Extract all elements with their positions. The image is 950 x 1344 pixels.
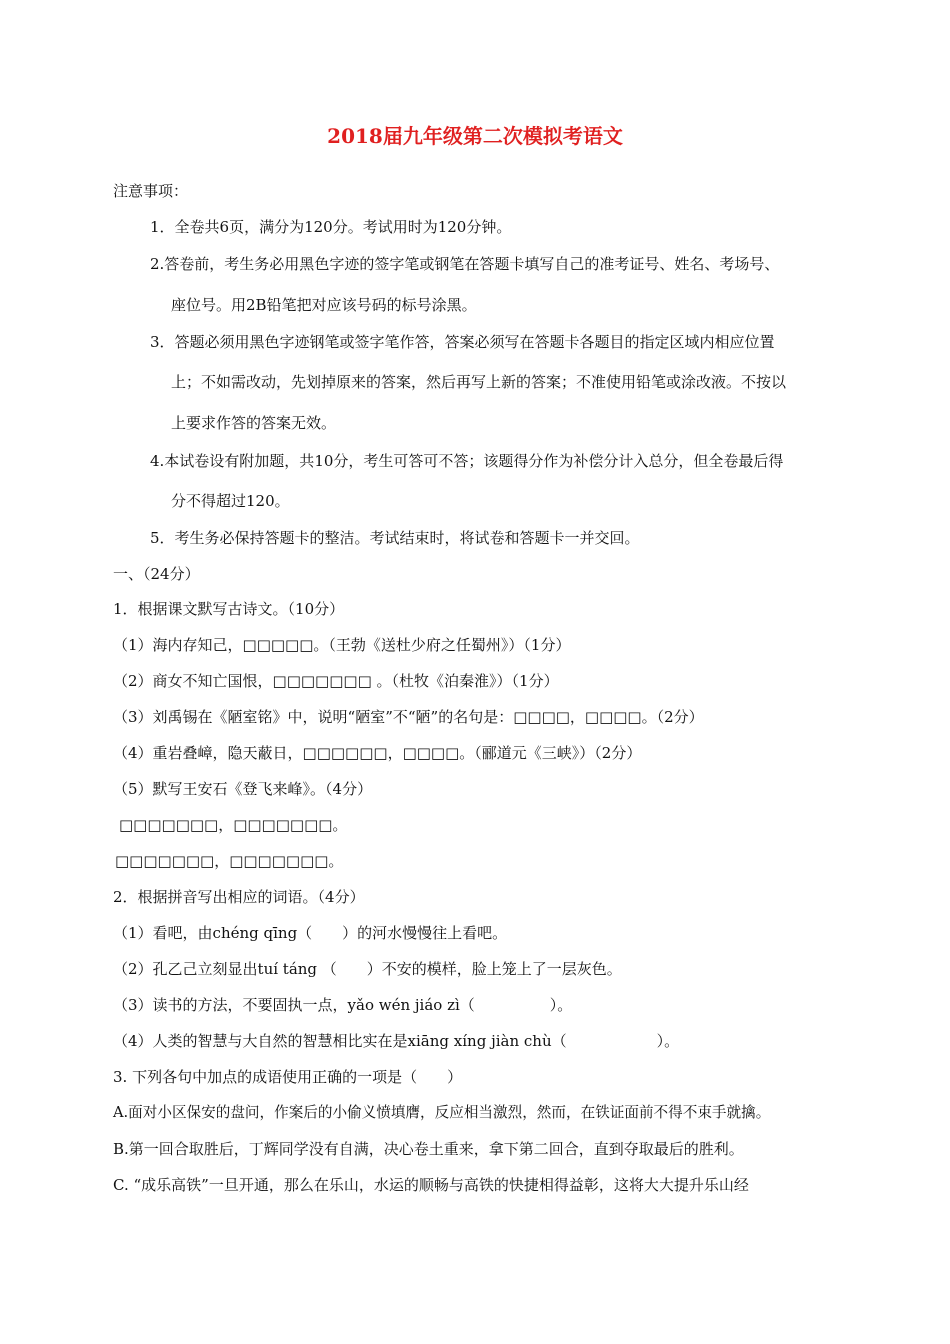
notice-item-3-cont: 上；不如需改动，先划掉原来的答案，然后再写上新的答案；不准使用铅笔或涂改液。不按以 [171, 373, 787, 391]
question-2-part-1: （1）看吧，由chéng qīng（ ）的河水慢慢往上看吧。 [113, 924, 508, 942]
section-1-heading: 一、（24分） [113, 565, 200, 583]
question-3-option-b: B.第一回合取胜后，丁辉同学没有自满，决心卷土重来，拿下第二回合，直到夺取最后的胜利。 [113, 1140, 744, 1158]
question-1-part-2: （2）商女不知亡国恨，□□□□□□□ 。（杜牧《泊秦淮》）（1分） [113, 672, 559, 690]
notice-item-2: 2.答卷前，考生务必用黑色字迹的签字笔或钢笔在答题卡填写自己的准考证号、姓名、考场号、 [150, 255, 780, 273]
question-2-stem: 2．根据拼音写出相应的词语。（4分） [113, 888, 365, 906]
notice-item-3: 3．答题必须用黑色字迹钢笔或签字笔作答，答案必须写在答题卡各题目的指定区域内相应位置 [150, 333, 775, 351]
notice-item-1: 1．全卷共6页，满分为120分。考试用时为120分钟。 [150, 218, 512, 236]
question-3-option-c: C. “成乐高铁”一旦开通，那么在乐山，水运的顺畅与高铁的快捷相得益彰，这将大大提升乐山经 [113, 1176, 749, 1194]
notice-item-5: 5．考生务必保持答题卡的整洁。考试结束时，将试卷和答题卡一并交回。 [150, 529, 640, 547]
page-title: 2018届九年级第二次模拟考语文 [327, 124, 623, 148]
question-3-stem: 3. 下列各句中加点的成语使用正确的一项是（ ） [113, 1068, 463, 1086]
notice-item-4-cont: 分不得超过120。 [171, 492, 290, 510]
question-1-part-4: （4）重岩叠嶂，隐天蔽日，□□□□□□，□□□□。（郦道元《三峡》）（2分） [113, 744, 642, 762]
notice-heading: 注意事项： [113, 182, 189, 200]
question-1-part-5-line-1: □□□□□□□，□□□□□□□。 [119, 816, 348, 834]
question-1-part-5: （5）默写王安石《登飞来峰》。（4分） [113, 780, 373, 798]
question-1-stem: 1．根据课文默写古诗文。（10分） [113, 600, 345, 618]
notice-item-4: 4.本试卷设有附加题，共10分，考生可答可不答；该题得分作为补偿分计入总分，但全卷最后得 [150, 452, 784, 470]
question-2-part-4: （4）人类的智慧与大自然的智慧相比实在是xiāng xíng jiàn chù（ ）。 [113, 1032, 680, 1050]
question-2-part-3: （3）读书的方法，不要固执一点，yǎo wén jiáo zì（ ）。 [113, 996, 573, 1014]
question-1-part-5-line-2: □□□□□□□，□□□□□□□。 [115, 852, 344, 870]
question-1-part-1: （1）海内存知己，□□□□□。（王勃《送杜少府之任蜀州》）（1分） [113, 636, 571, 654]
notice-item-2-cont: 座位号。用2B铅笔把对应该号码的标号涂黑。 [171, 296, 477, 314]
notice-item-3-cont2: 上要求作答的答案无效。 [171, 414, 337, 432]
question-2-part-2: （2）孔乙己立刻显出tuí táng （ ）不安的模样，脸上笼上了一层灰色。 [113, 960, 622, 978]
question-3-option-a: A.面对小区保安的盘问，作案后的小偷义愤填膺，反应相当激烈，然而，在铁证面前不得不束手就擒。 [113, 1104, 771, 1121]
question-1-part-3: （3）刘禹锡在《陋室铭》中，说明“陋室”不“陋”的名句是：□□□□，□□□□。（2分） [113, 708, 704, 726]
